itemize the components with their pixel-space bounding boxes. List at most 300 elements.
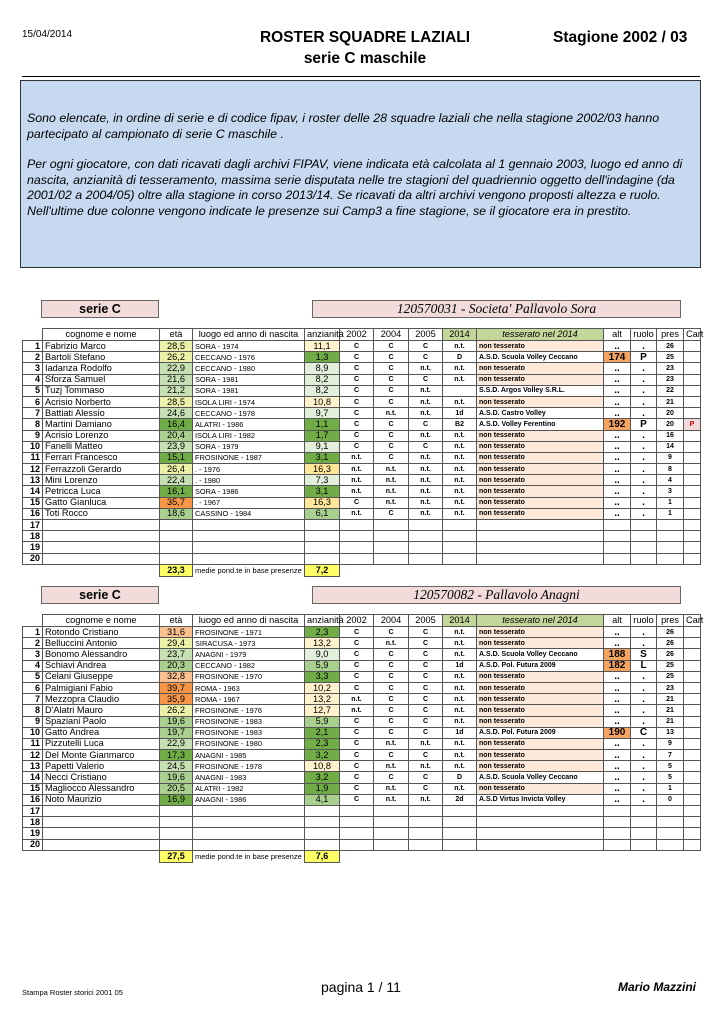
loan-flag <box>684 705 701 716</box>
row-number: 2 <box>23 638 43 649</box>
row-number: 13 <box>23 475 43 486</box>
club-2014: non tesserato <box>477 671 604 682</box>
height <box>604 839 631 850</box>
player-name: Spaziani Paolo <box>43 716 160 727</box>
seniority: 9,0 <box>305 649 340 660</box>
player-name: Celani Giuseppe <box>43 671 160 682</box>
season-2014: B2 <box>443 419 477 430</box>
player-age: 28,5 <box>160 396 193 407</box>
col-ruolo-header: ruolo <box>631 615 657 627</box>
season-2004 <box>374 806 409 817</box>
col-2005-header: 2005 <box>409 329 443 341</box>
loan-flag <box>684 817 701 828</box>
row-number: 7 <box>23 408 43 419</box>
appearances: 3 <box>657 486 684 497</box>
club-2014: S.S.D. Argos Volley S.R.L. <box>477 385 604 396</box>
table-row <box>23 761 701 772</box>
seniority: 3,1 <box>305 486 340 497</box>
footer-blank <box>409 564 443 576</box>
col-2005-header: 2005 <box>409 615 443 627</box>
table-header-row <box>23 615 701 627</box>
loan-flag <box>684 660 701 671</box>
player-name: Acrisio Norberto <box>43 396 160 407</box>
season-2004 <box>374 553 409 564</box>
season-2005: n.t. <box>409 761 443 772</box>
season-2014: n.t. <box>443 750 477 761</box>
player-age <box>160 542 193 553</box>
seniority <box>305 828 340 839</box>
season-2014: n.t. <box>443 627 477 638</box>
table-row <box>23 542 701 553</box>
birth-place-year: ALATRI - 1986 <box>193 419 305 430</box>
player-name: Gatto Gianluca <box>43 497 160 508</box>
season-2004: C <box>374 396 409 407</box>
season-2014 <box>443 828 477 839</box>
height: .. <box>604 363 631 374</box>
club-2014: non tesserato <box>477 738 604 749</box>
loan-flag <box>684 761 701 772</box>
role: . <box>631 638 657 649</box>
season-2005: C <box>409 772 443 783</box>
loan-flag <box>684 408 701 419</box>
footer-blank <box>684 564 701 576</box>
season-2005: C <box>409 671 443 682</box>
season-2014 <box>443 542 477 553</box>
height: .. <box>604 694 631 705</box>
player-name <box>43 817 160 828</box>
role: . <box>631 694 657 705</box>
club-2014 <box>477 828 604 839</box>
row-number: 3 <box>23 649 43 660</box>
player-name <box>43 520 160 531</box>
appearances: 0 <box>657 794 684 805</box>
height: .. <box>604 671 631 682</box>
player-name <box>43 806 160 817</box>
player-name <box>43 839 160 850</box>
team-name: 120570082 - Pallavolo Anagni <box>312 586 681 604</box>
table-row <box>23 750 701 761</box>
col-tesserato-2014-header: tesserato nel 2014 <box>477 329 604 341</box>
average-note: medie pond.te in base presenze <box>195 852 302 861</box>
season-2005: C <box>409 374 443 385</box>
season-2014: n.t. <box>443 671 477 682</box>
appearances: 26 <box>657 627 684 638</box>
appearances: 25 <box>657 671 684 682</box>
role: . <box>631 497 657 508</box>
role <box>631 839 657 850</box>
club-2014: A.S.D Virtus Invicta Volley <box>477 794 604 805</box>
player-age: 20,4 <box>160 430 193 441</box>
seniority: 13,2 <box>305 638 340 649</box>
row-number: 6 <box>23 396 43 407</box>
appearances: 16 <box>657 430 684 441</box>
club-2014: non tesserato <box>477 486 604 497</box>
season-2002 <box>340 520 374 531</box>
loan-flag <box>684 497 701 508</box>
birth-place-year: FROSINONE - 1978 <box>193 761 305 772</box>
table-row <box>23 772 701 783</box>
season-2014: 1d <box>443 408 477 419</box>
player-age: 22,9 <box>160 363 193 374</box>
season-2004: C <box>374 660 409 671</box>
height: .. <box>604 508 631 519</box>
season-2002: C <box>340 638 374 649</box>
club-2014: non tesserato <box>477 374 604 385</box>
club-2014: A.S.D. Scuola Volley Ceccano <box>477 352 604 363</box>
role: . <box>631 408 657 419</box>
player-name: Schiavi Andrea <box>43 660 160 671</box>
club-2014: A.S.D. Pol. Futura 2009 <box>477 727 604 738</box>
seniority: 2,3 <box>305 627 340 638</box>
birth-place-year: CECCANO - 1982 <box>193 660 305 671</box>
season-2004: C <box>374 341 409 352</box>
player-name: Petricca Luca <box>43 486 160 497</box>
seniority: 6,1 <box>305 508 340 519</box>
season-2004: C <box>374 441 409 452</box>
player-age <box>160 817 193 828</box>
season-2014: D <box>443 772 477 783</box>
player-name: Sforza Samuel <box>43 374 160 385</box>
season-2005: n.t. <box>409 475 443 486</box>
role: . <box>631 794 657 805</box>
player-age: 19,7 <box>160 727 193 738</box>
seniority: 1,9 <box>305 783 340 794</box>
player-name: Pizzutelli Luca <box>43 738 160 749</box>
birth-place-year: ISOLA LIRI - 1974 <box>193 396 305 407</box>
col-cart-header: Cart <box>684 615 701 627</box>
height: .. <box>604 627 631 638</box>
row-number: 18 <box>23 817 43 828</box>
appearances: 25 <box>657 660 684 671</box>
seniority: 10,8 <box>305 761 340 772</box>
footer-blank <box>374 564 409 576</box>
season-2005: C <box>409 660 443 671</box>
height <box>604 531 631 542</box>
col-alt-header: alt <box>604 615 631 627</box>
season-2004: C <box>374 705 409 716</box>
player-name: Rotondo Cristiano <box>43 627 160 638</box>
season-2004: C <box>374 671 409 682</box>
season-2002: C <box>340 363 374 374</box>
season-2004 <box>374 542 409 553</box>
role: . <box>631 750 657 761</box>
col-ruolo-header: ruolo <box>631 329 657 341</box>
seniority: 11,1 <box>305 341 340 352</box>
footer-blank <box>631 850 657 862</box>
season-2005: n.t. <box>409 430 443 441</box>
season-2004: C <box>374 430 409 441</box>
table-row <box>23 794 701 805</box>
seniority: 12,7 <box>305 705 340 716</box>
season-2014: n.t. <box>443 508 477 519</box>
appearances <box>657 806 684 817</box>
col-age-header: età <box>160 329 193 341</box>
role: . <box>631 738 657 749</box>
season-2014: n.t. <box>443 694 477 705</box>
club-2014: non tesserato <box>477 475 604 486</box>
seniority <box>305 553 340 564</box>
birth-place-year: FROSINONE - 1976 <box>193 705 305 716</box>
player-age <box>160 531 193 542</box>
season-2014: n.t. <box>443 649 477 660</box>
season-2014: 1d <box>443 660 477 671</box>
row-number: 12 <box>23 464 43 475</box>
role <box>631 553 657 564</box>
season-2002: C <box>340 794 374 805</box>
season-2002 <box>340 553 374 564</box>
col-2002-header: 2002 <box>340 329 374 341</box>
row-number: 14 <box>23 772 43 783</box>
seniority: 3,2 <box>305 750 340 761</box>
season-2004: C <box>374 750 409 761</box>
role: . <box>631 475 657 486</box>
intro-paragraph-2: Per ogni giocatore, con dati ricavati dagli archivi FIPAV, viene indicata età calcolata al 1 gennaio 2003, luogo ed anno di nascita, anzianità di tesseramento, massima serie disputata nelle tre stagioni del quadriennio oggetto dell'indagine (da 2001/02 a 2004/05) oltre alla stagione in corso 2013/14. Se ricavati da altri archivi vengono proposti altezza e ruolo. Nell'ultime due colonne vengono indicate le presenze sui Camp3 a fine stagione, se il giocatore era in prestito. <box>27 157 683 218</box>
seniority: 2,3 <box>305 738 340 749</box>
col-cart-header: Cart <box>684 329 701 341</box>
table-row <box>23 705 701 716</box>
seniority: 1,7 <box>305 430 340 441</box>
table-row <box>23 638 701 649</box>
birth-place-year: ROMA - 1963 <box>193 682 305 693</box>
row-number: 7 <box>23 694 43 705</box>
birth-place-year <box>193 828 305 839</box>
season-2002: n.t. <box>340 464 374 475</box>
season-2002: C <box>340 385 374 396</box>
header-divider <box>22 76 700 77</box>
season-2004: C <box>374 374 409 385</box>
appearances: 7 <box>657 750 684 761</box>
seniority: 4,1 <box>305 794 340 805</box>
role <box>631 828 657 839</box>
row-number: 14 <box>23 486 43 497</box>
player-age: 17,3 <box>160 750 193 761</box>
seniority: 8,9 <box>305 363 340 374</box>
season-2005 <box>409 839 443 850</box>
appearances: 23 <box>657 374 684 385</box>
player-name: Iadanza Rodolfo <box>43 363 160 374</box>
season-2002: C <box>340 716 374 727</box>
birth-place-year <box>193 553 305 564</box>
role: L <box>631 660 657 671</box>
print-date: 15/04/2014 <box>22 29 73 40</box>
role: . <box>631 396 657 407</box>
season-2002: C <box>340 430 374 441</box>
role: . <box>631 671 657 682</box>
loan-flag <box>684 772 701 783</box>
birth-place-year: SORA - 1981 <box>193 374 305 385</box>
season-2014: n.t. <box>443 363 477 374</box>
seniority <box>305 839 340 850</box>
height: .. <box>604 396 631 407</box>
club-2014: A.S.D. Scuola Volley Ceccano <box>477 772 604 783</box>
footer-blank <box>657 850 684 862</box>
seniority: 2,1 <box>305 727 340 738</box>
footer-blank <box>443 564 477 576</box>
player-age: 16,1 <box>160 486 193 497</box>
season-2004: C <box>374 363 409 374</box>
seniority <box>305 817 340 828</box>
height: 192 <box>604 419 631 430</box>
loan-flag <box>684 475 701 486</box>
player-age: 16,4 <box>160 419 193 430</box>
club-2014 <box>477 553 604 564</box>
height: 190 <box>604 727 631 738</box>
row-number: 19 <box>23 828 43 839</box>
col-tesserato-2014-header: tesserato nel 2014 <box>477 615 604 627</box>
table-row <box>23 374 701 385</box>
birth-place-year: FROSINONE - 1987 <box>193 452 305 463</box>
season-2005: C <box>409 627 443 638</box>
height: .. <box>604 638 631 649</box>
player-age: 20,3 <box>160 660 193 671</box>
col-num-header <box>23 615 43 627</box>
role: S <box>631 649 657 660</box>
season-2005: C <box>409 341 443 352</box>
club-2014 <box>477 531 604 542</box>
club-2014: A.S.D. Scuola Volley Ceccano <box>477 649 604 660</box>
height: .. <box>604 475 631 486</box>
player-age: 35,7 <box>160 497 193 508</box>
table-footer-row <box>23 564 701 576</box>
height: .. <box>604 682 631 693</box>
loan-flag <box>684 486 701 497</box>
col-pres-header: pres <box>657 615 684 627</box>
seniority: 10,8 <box>305 396 340 407</box>
seniority: 8,2 <box>305 374 340 385</box>
average-seniority: 7,6 <box>305 850 340 862</box>
appearances: 4 <box>657 475 684 486</box>
club-2014: non tesserato <box>477 627 604 638</box>
season-2005 <box>409 828 443 839</box>
club-2014: non tesserato <box>477 452 604 463</box>
height: .. <box>604 464 631 475</box>
loan-flag <box>684 649 701 660</box>
appearances: 1 <box>657 508 684 519</box>
season-2004 <box>374 520 409 531</box>
table-row <box>23 671 701 682</box>
role <box>631 520 657 531</box>
player-name: Papetti Valerio <box>43 761 160 772</box>
season-2005: n.t. <box>409 486 443 497</box>
season-2014: n.t. <box>443 441 477 452</box>
col-anzianita-header: anzianità <box>305 329 340 341</box>
roster-table <box>22 328 704 577</box>
table-row <box>23 682 701 693</box>
loan-flag <box>684 806 701 817</box>
loan-flag <box>684 374 701 385</box>
season-2014 <box>443 553 477 564</box>
player-age: 21,6 <box>160 374 193 385</box>
season-2002: C <box>340 341 374 352</box>
season-2005: C <box>409 783 443 794</box>
club-2014: non tesserato <box>477 694 604 705</box>
season-2005: C <box>409 441 443 452</box>
row-number: 15 <box>23 497 43 508</box>
table-row <box>23 497 701 508</box>
col-num-header <box>23 329 43 341</box>
row-number: 9 <box>23 716 43 727</box>
appearances: 21 <box>657 396 684 407</box>
club-2014 <box>477 806 604 817</box>
season-2014: n.t. <box>443 682 477 693</box>
season-2014: n.t. <box>443 374 477 385</box>
loan-flag <box>684 385 701 396</box>
col-alt-header: alt <box>604 329 631 341</box>
player-name <box>43 828 160 839</box>
season-2002: C <box>340 727 374 738</box>
loan-flag <box>684 531 701 542</box>
loan-flag <box>684 727 701 738</box>
table-row <box>23 738 701 749</box>
season-2002: C <box>340 738 374 749</box>
season-2005: C <box>409 638 443 649</box>
birth-place-year: CECCANO - 1980 <box>193 363 305 374</box>
loan-flag <box>684 828 701 839</box>
club-2014: non tesserato <box>477 441 604 452</box>
player-age: 23,9 <box>160 441 193 452</box>
appearances <box>657 817 684 828</box>
birth-place-year <box>193 520 305 531</box>
footer-blank <box>477 850 604 862</box>
role: . <box>631 452 657 463</box>
season-2004: n.t. <box>374 761 409 772</box>
footer-blank <box>604 564 631 576</box>
season-2004: n.t. <box>374 408 409 419</box>
club-2014: non tesserato <box>477 750 604 761</box>
season-2002: C <box>340 649 374 660</box>
season-2004: n.t. <box>374 794 409 805</box>
loan-flag <box>684 839 701 850</box>
height: 174 <box>604 352 631 363</box>
col-name-header: cognome e nome <box>43 329 160 341</box>
footer-blank <box>477 564 604 576</box>
club-2014: non tesserato <box>477 508 604 519</box>
height: .. <box>604 705 631 716</box>
season-2005: C <box>409 649 443 660</box>
season-2004 <box>374 839 409 850</box>
col-age-header: età <box>160 615 193 627</box>
height: .. <box>604 408 631 419</box>
player-age: 18,6 <box>160 508 193 519</box>
footer-blank <box>657 564 684 576</box>
row-number: 17 <box>23 806 43 817</box>
footer-page-number: pagina 1 / 11 <box>321 979 401 995</box>
row-number: 16 <box>23 794 43 805</box>
season-2005 <box>409 520 443 531</box>
height <box>604 828 631 839</box>
role <box>631 817 657 828</box>
row-number: 17 <box>23 520 43 531</box>
player-age <box>160 806 193 817</box>
appearances: 20 <box>657 419 684 430</box>
col-birth-header: luogo ed anno di nascita <box>193 329 305 341</box>
appearances <box>657 839 684 850</box>
season-2005: n.t. <box>409 396 443 407</box>
club-2014 <box>477 817 604 828</box>
appearances <box>657 542 684 553</box>
seniority: 1,3 <box>305 352 340 363</box>
player-age: 20,5 <box>160 783 193 794</box>
loan-flag <box>684 627 701 638</box>
table-row <box>23 408 701 419</box>
birth-place-year: . - 1976 <box>193 464 305 475</box>
club-2014: non tesserato <box>477 716 604 727</box>
role <box>631 806 657 817</box>
row-number: 5 <box>23 385 43 396</box>
appearances: 8 <box>657 464 684 475</box>
height: .. <box>604 341 631 352</box>
seniority <box>305 520 340 531</box>
